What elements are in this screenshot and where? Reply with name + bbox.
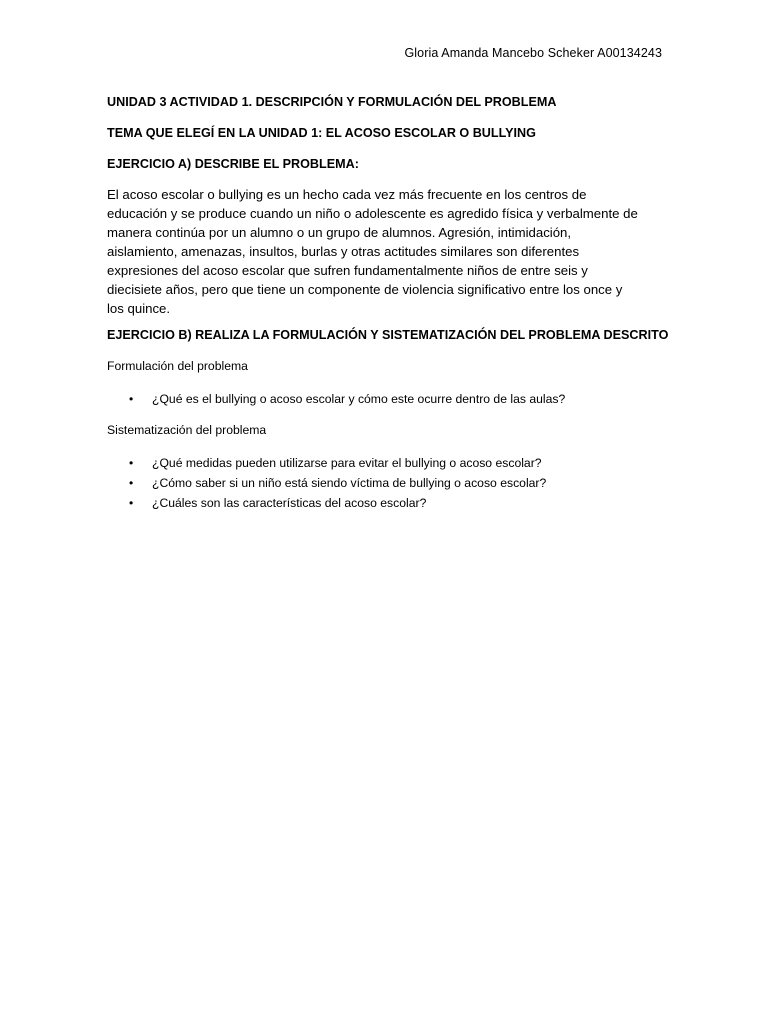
list-item-text: ¿Cómo saber si un niño está siendo víctima de bullying o acoso escolar? xyxy=(152,476,547,490)
document-title: UNIDAD 3 ACTIVIDAD 1. DESCRIPCIÓN Y FORMULACIÓN DEL PROBLEMA xyxy=(107,95,557,109)
topic-heading: TEMA QUE ELEGÍ EN LA UNIDAD 1: EL ACOSO ESCOLAR O BULLYING xyxy=(107,126,536,140)
paragraph-line: educación y se produce cuando un niño o adolescente es agredido física y verbalmente de xyxy=(107,206,638,221)
paragraph-line: El acoso escolar o bullying es un hecho cada vez más frecuente en los centros de xyxy=(107,187,587,202)
systematization-label: Sistematización del problema xyxy=(107,423,267,437)
author-header: Gloria Amanda Mancebo Scheker A00134243 xyxy=(404,46,662,60)
paragraph-line: diecisiete años, pero que tiene un componente de violencia significativo entre los once y xyxy=(107,282,623,297)
paragraph-line: manera continúa por un alumno o un grupo de alumnos. Agresión, intimidación, xyxy=(107,225,572,240)
list-item xyxy=(107,473,663,493)
paragraph-line: expresiones del acoso escolar que sufren fundamentalmente niños de entre seis y xyxy=(107,263,588,278)
paragraph-line: aislamiento, amenazas, insultos, burlas y otras actitudes similares son diferentes xyxy=(107,244,580,259)
document-body xyxy=(107,93,669,525)
list-item-text: ¿Qué es el bullying o acoso escolar y cómo este ocurre dentro de las aulas? xyxy=(152,392,566,406)
bullet-icon: • xyxy=(129,496,134,510)
list-item-text: ¿Qué medidas pueden utilizarse para evitar el bullying o acoso escolar? xyxy=(152,456,542,470)
formulation-list xyxy=(107,389,663,409)
list-item xyxy=(107,493,663,513)
list-item xyxy=(107,453,663,473)
list-item xyxy=(107,389,663,409)
exercise-a-paragraph xyxy=(107,185,663,318)
list-item-text: ¿Cuáles son las características del acoso escolar? xyxy=(152,496,427,510)
bullet-icon: • xyxy=(129,476,134,490)
formulation-label: Formulación del problema xyxy=(107,359,248,373)
exercise-b-heading: EJERCICIO B) REALIZA LA FORMULACIÓN Y SISTEMATIZACIÓN DEL PROBLEMA DESCRITO xyxy=(107,328,669,342)
systematization-list xyxy=(107,453,663,513)
bullet-icon: • xyxy=(129,392,134,406)
exercise-a-heading: EJERCICIO A) DESCRIBE EL PROBLEMA: xyxy=(107,157,359,171)
bullet-icon: • xyxy=(129,456,134,470)
paragraph-line: los quince. xyxy=(107,301,171,316)
